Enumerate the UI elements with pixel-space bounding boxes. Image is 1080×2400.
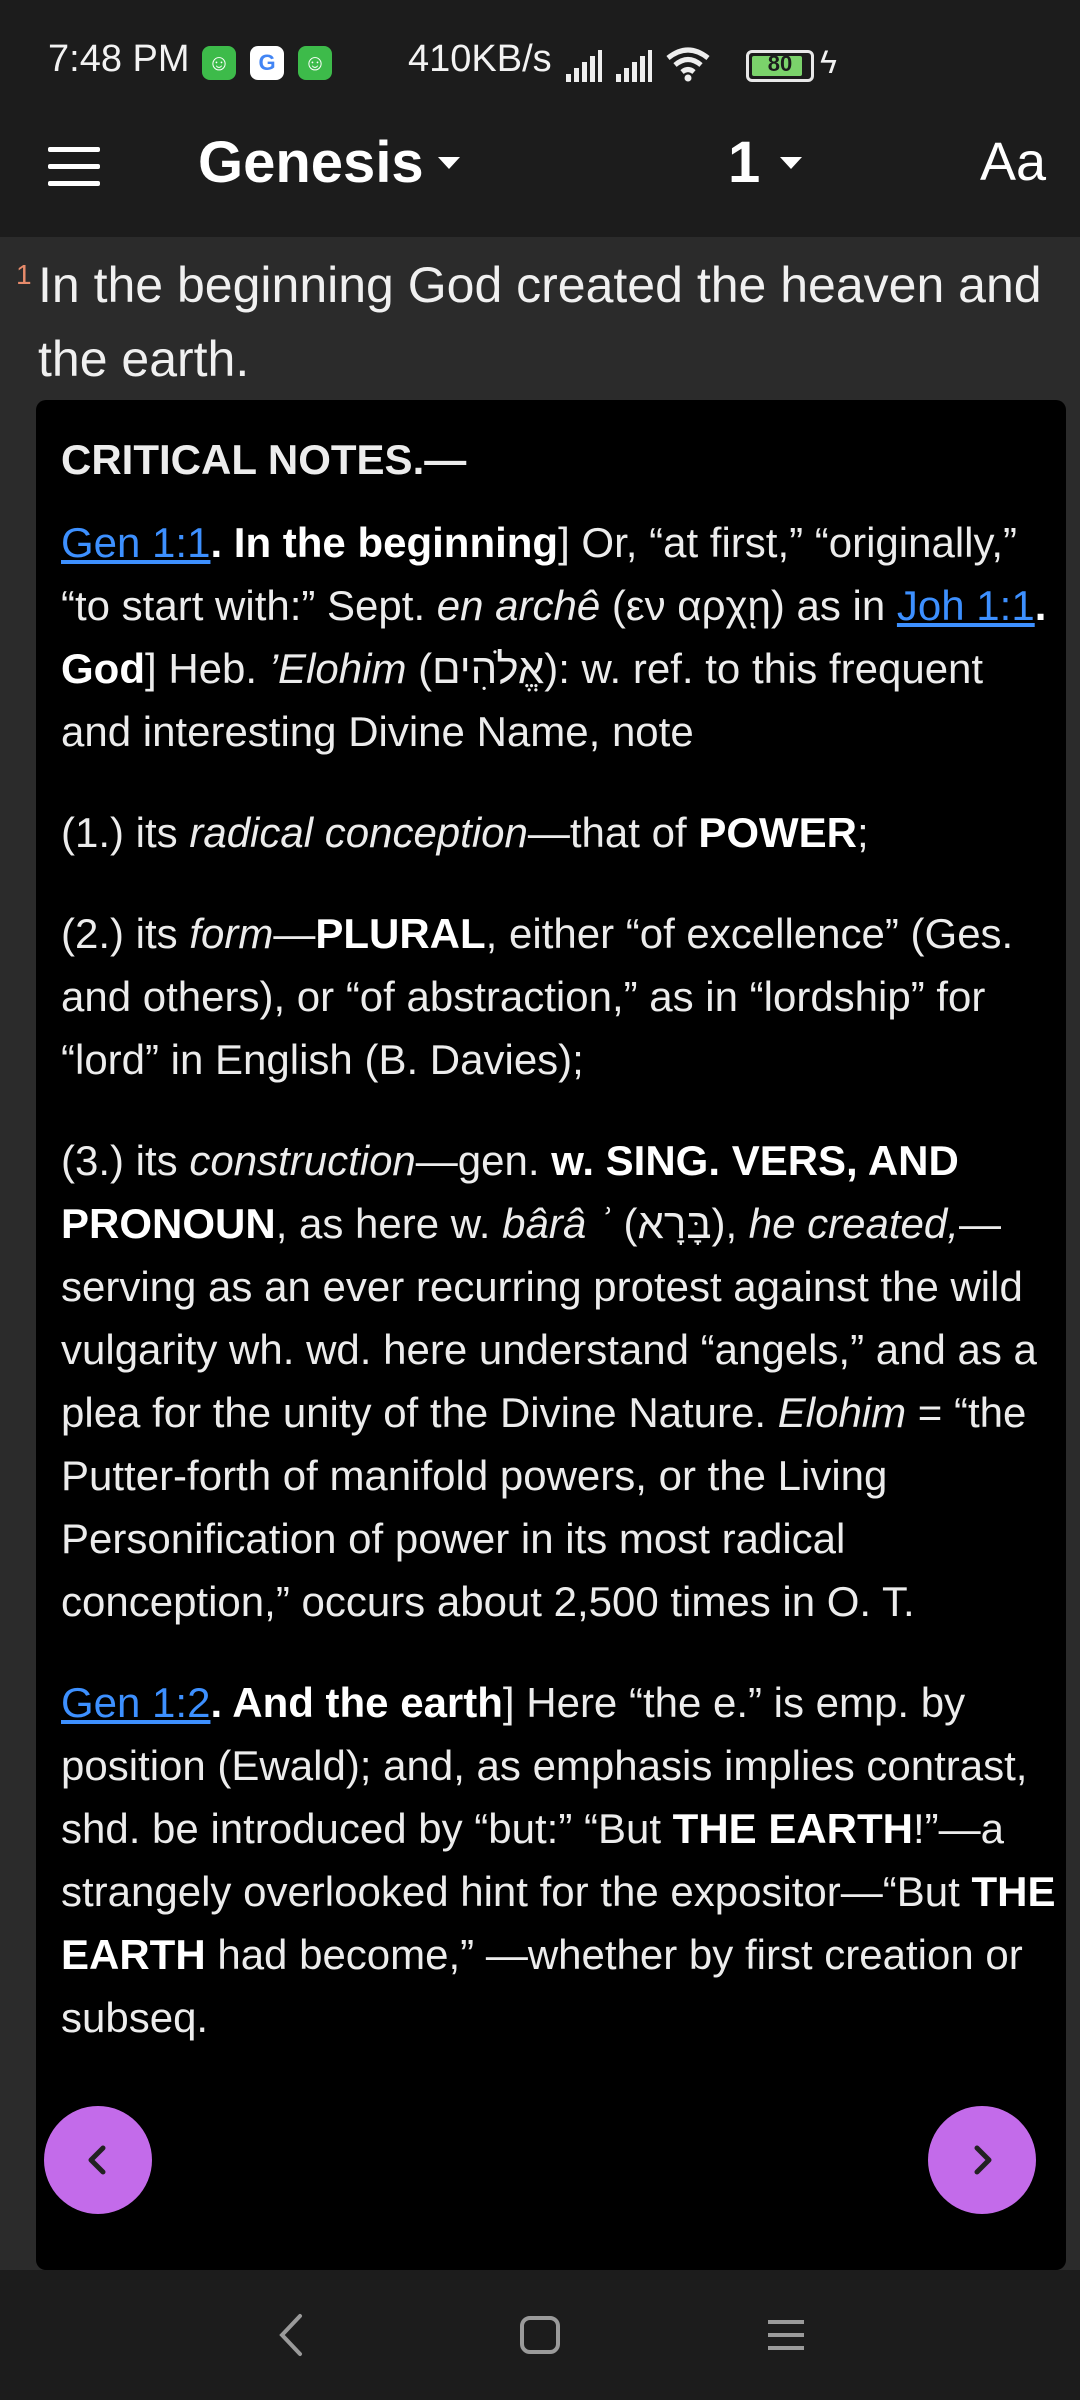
hamburger-menu-icon[interactable] bbox=[48, 147, 100, 187]
recents-icon[interactable] bbox=[764, 2310, 808, 2360]
scripture-link-gen-1-2[interactable]: Gen 1:2 bbox=[61, 1679, 211, 1726]
signal-icon bbox=[616, 50, 652, 82]
chapter-selector[interactable] bbox=[728, 129, 802, 196]
network-speed: 410KB/s bbox=[408, 38, 552, 80]
back-icon[interactable] bbox=[272, 2310, 312, 2360]
note-paragraph: Gen 1:1. In the beginning] Or, “at first,” “originally,” “to start with:” Sept. en archê (εν αρχῃ) as in Joh 1:1. God] Heb. ’Elohim (אֱלֹהִים): w. ref. to this frequent and interesting Divine Name, note bbox=[61, 519, 1047, 755]
status-bar bbox=[0, 0, 1080, 95]
scripture-link-gen-1-1[interactable]: Gen 1:1 bbox=[61, 519, 211, 566]
book-selector[interactable] bbox=[198, 129, 460, 196]
notes-title: CRITICAL NOTES.— bbox=[61, 436, 467, 483]
verse[interactable] bbox=[14, 248, 1054, 396]
wifi-icon bbox=[666, 46, 710, 82]
chat-app-icon: ☺ bbox=[298, 46, 332, 80]
chapter-number: 1 bbox=[728, 130, 761, 195]
home-icon[interactable] bbox=[518, 2310, 562, 2360]
system-navigation-bar bbox=[0, 2270, 1080, 2400]
note-paragraph: (2.) its form—PLURAL, either “of excellence” (Ges. and others), or “of abstraction,” as in “lordship” for “lord” in English (B. Davies); bbox=[61, 910, 1014, 1083]
previous-chapter-button[interactable] bbox=[44, 2106, 152, 2214]
book-name: Genesis bbox=[198, 130, 424, 195]
app-bar bbox=[0, 95, 1080, 237]
battery-level: 80 bbox=[767, 51, 793, 76]
note-paragraph: (1.) its radical conception—that of POWER; bbox=[61, 809, 869, 856]
chat-app-icon: ☺ bbox=[202, 46, 236, 80]
verse-text: In the beginning God created the heaven and the earth. bbox=[38, 257, 1042, 387]
chevron-down-icon bbox=[780, 157, 802, 169]
commentary-panel[interactable] bbox=[36, 400, 1066, 2270]
battery-icon bbox=[746, 50, 814, 82]
signal-icon bbox=[566, 50, 602, 82]
chevron-right-icon bbox=[962, 2140, 1002, 2180]
chevron-left-icon bbox=[78, 2140, 118, 2180]
chevron-down-icon bbox=[438, 157, 460, 169]
google-icon: G bbox=[250, 46, 284, 80]
next-chapter-button[interactable] bbox=[928, 2106, 1036, 2214]
charging-icon: ϟ bbox=[820, 44, 837, 80]
notification-icons bbox=[202, 46, 332, 80]
scripture-link-joh-1-1[interactable]: Joh 1:1 bbox=[896, 582, 1035, 629]
status-time: 7:48 PM bbox=[48, 38, 190, 80]
signal-icons bbox=[566, 46, 710, 82]
note-paragraph: (3.) its construction—gen. w. SING. VERS, AND PRONOUN, as here w. bârâ ʾ (בָּרָא), he created,—serving as an ever recurring protest against the wild vulgarity wh. wd. here understand “angels,” and as a plea for the unity of the Divine Nature. Elohim = “the Putter-forth of manifold powers, or the Living Personification of power in its most radical conception,” occurs about 2,500 times in O. T. bbox=[61, 1137, 1037, 1625]
note-paragraph: Gen 1:2. And the earth] Here “the e.” is emp. by position (Ewald); and, as emphasis implies contrast, shd. be introduced by “but:” “But THE EARTH!”—a strangely overlooked hint for the expositor—“But THE EARTH had become,” —whether by first creation or subseq. bbox=[61, 1679, 1056, 2041]
verse-number: 1 bbox=[16, 259, 32, 290]
font-settings-button[interactable]: Aa bbox=[980, 132, 1047, 192]
